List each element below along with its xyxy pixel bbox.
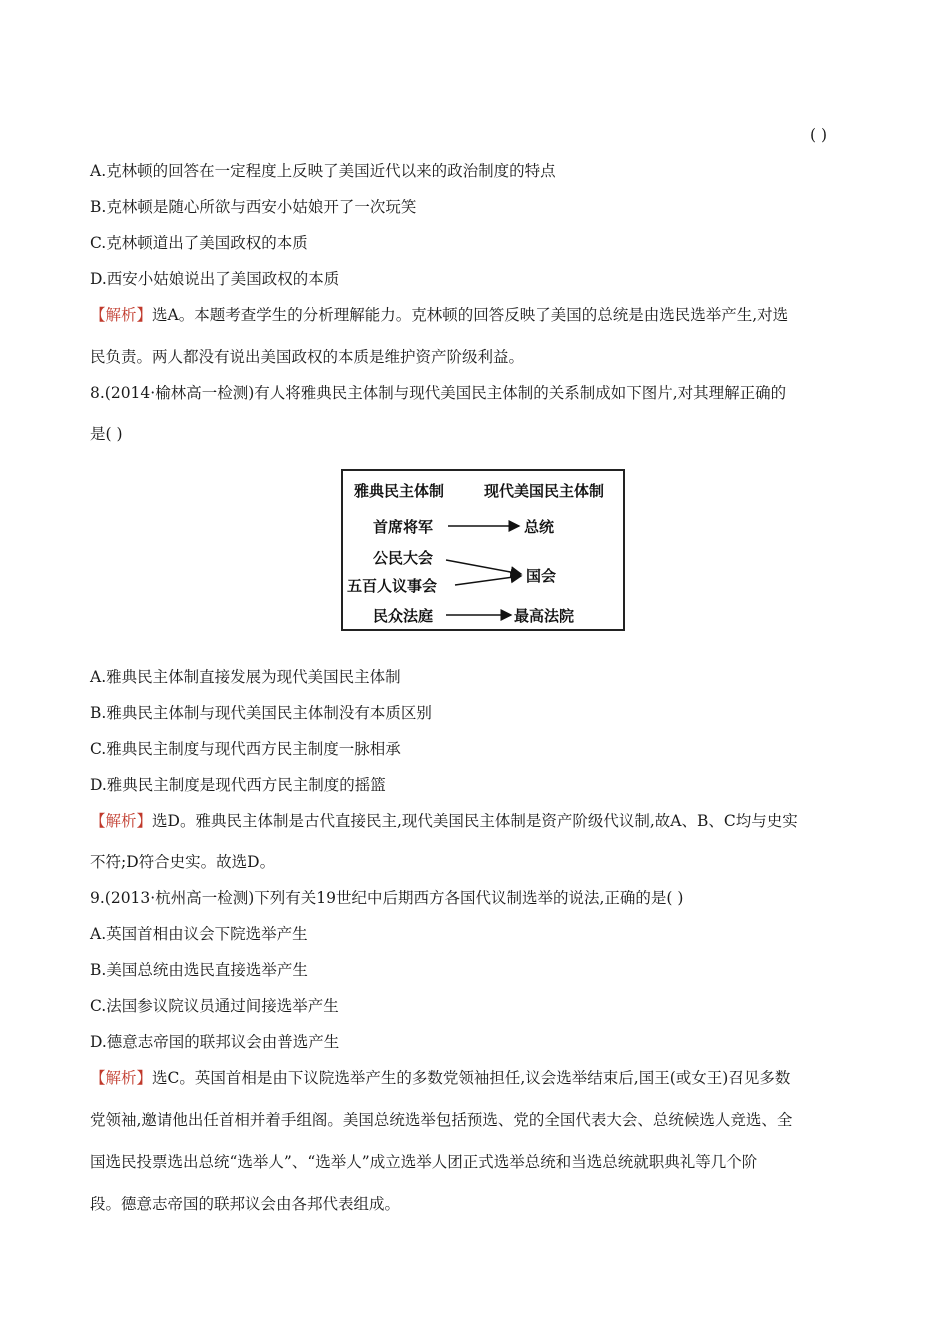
- q8-stem: 8.(2014·榆林高一检测)有人将雅典民主体制与现代美国民主体制的关系制成如下图片,对其理解正确的: [90, 384, 787, 402]
- q7-option-d: D.西安小姑娘说出了美国政权的本质: [90, 270, 340, 288]
- q7-option-b: B.克林顿是随心所欲与西安小姑娘开了一次玩笑: [90, 198, 417, 216]
- q9-option-b: B.美国总统由选民直接选举产生: [90, 961, 308, 979]
- q9-analysis: [90, 1068, 790, 1088]
- q9-analysis-cont: 段。德意志帝国的联邦议会由各邦代表组成。: [90, 1195, 401, 1213]
- diagram-left-item: 民众法庭: [373, 607, 434, 625]
- q8-option-d: D.雅典民主制度是现代西方民主制度的摇篮: [90, 776, 386, 794]
- analysis-tag: 【解析】: [90, 812, 153, 830]
- q8-analysis: [90, 811, 798, 831]
- q9-analysis-cont: 党领袖,邀请他出任首相并着手组阁。美国总统选举包括预选、党的全国代表大会、总统候选人竞选、全: [90, 1111, 793, 1129]
- answer-parentheses: ( ): [810, 126, 828, 144]
- analysis-text: 选A。本题考查学生的分析理解能力。克林顿的回答反映了美国的总统是由选民选举产生,对选: [152, 306, 789, 324]
- diagram-left-item: 首席将军: [373, 518, 434, 536]
- analysis-text: 选C。英国首相是由下议院选举产生的多数党领袖担任,议会选举结束后,国王(或女王)召见多数: [152, 1069, 791, 1087]
- q8-analysis-cont: 不符;D符合史实。故选D。: [90, 853, 276, 871]
- diagram-left-item: 公民大会: [373, 549, 434, 567]
- arrow-council-to-congress: [455, 576, 521, 585]
- comparison-diagram: [341, 469, 625, 631]
- q9-option-c: C.法国参议院议员通过间接选举产生: [90, 997, 339, 1015]
- q9-stem: 9.(2013·杭州高一检测)下列有关19世纪中后期西方各国代议制选举的说法,正确的是( ): [90, 889, 684, 907]
- diagram-left-header: 雅典民主体制: [354, 482, 445, 500]
- q8-option-b: B.雅典民主体制与现代美国民主体制没有本质区别: [90, 704, 432, 722]
- q9-option-d: D.德意志帝国的联邦议会由普选产生: [90, 1033, 340, 1051]
- q7-option-a: A.克林顿的回答在一定程度上反映了美国近代以来的政治制度的特点: [90, 162, 556, 180]
- diagram-right-item: 最高法院: [514, 607, 575, 625]
- analysis-tag: 【解析】: [90, 1069, 153, 1087]
- diagram-right-item: 国会: [526, 567, 557, 585]
- q8-option-c: C.雅典民主制度与现代西方民主制度一脉相承: [90, 740, 401, 758]
- q7-analysis: [90, 305, 788, 325]
- q7-option-c: C.克林顿道出了美国政权的本质: [90, 234, 308, 252]
- analysis-tag: 【解析】: [90, 306, 153, 324]
- q9-analysis-cont: 国选民投票选出总统“选举人”、“选举人”成立选举人团正式选举总统和当选总统就职典礼等几个阶: [90, 1153, 758, 1171]
- q8-stem-cont: 是( ): [90, 425, 123, 443]
- q9-option-a: A.英国首相由议会下院选举产生: [90, 925, 308, 943]
- q7-analysis-cont: 民负责。两人都没有说出美国政权的本质是维护资产阶级利益。: [90, 348, 525, 366]
- diagram-right-item: 总统: [524, 518, 555, 536]
- arrow-assembly-to-congress: [446, 560, 521, 574]
- diagram-right-header: 现代美国民主体制: [484, 482, 605, 500]
- q8-option-a: A.雅典民主体制直接发展为现代美国民主体制: [90, 668, 401, 686]
- diagram-left-item: 五百人议事会: [347, 577, 438, 595]
- analysis-text: 选D。雅典民主体制是古代直接民主,现代美国民主体制是资产阶级代议制,故A、B、C均与史实: [152, 812, 798, 830]
